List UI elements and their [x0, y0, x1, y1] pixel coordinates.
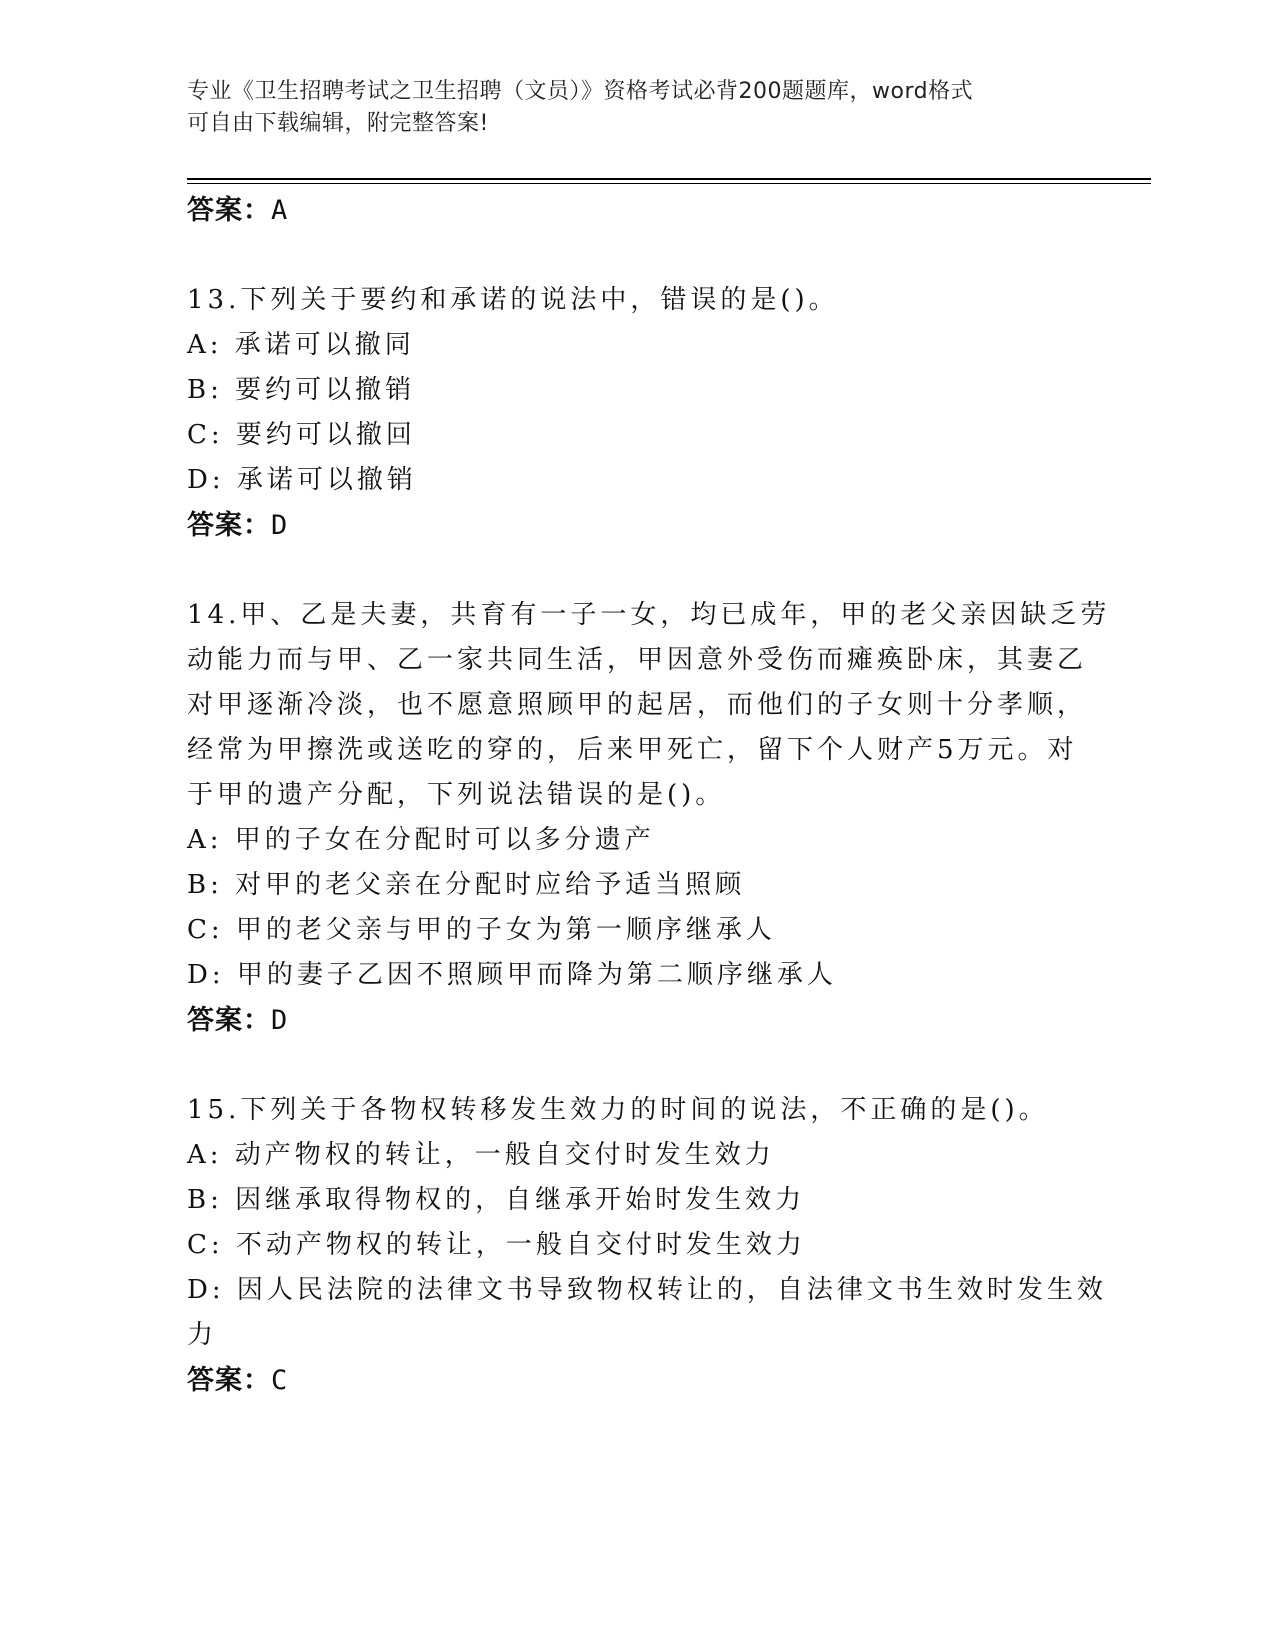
question-14 — [187, 593, 1111, 1043]
document-body — [187, 188, 1111, 1403]
option-a: A: 承诺可以撤同 — [187, 330, 415, 360]
question-13 — [187, 278, 1077, 548]
option-d-line-1: D: 因人民法院的法律文书导致物权转让的，自法律文书生效时发生效 — [187, 1275, 1107, 1305]
header-line-2: 可自由下载编辑，附完整答案! — [187, 111, 489, 136]
document-header — [187, 76, 1087, 140]
header-line-1: 专业《卫生招聘考试之卫生招聘（文员）》资格考试必背200题题库，word格式 — [187, 79, 974, 104]
answer-label: 答案： — [187, 510, 271, 541]
option-b: B: 要约可以撤销 — [187, 375, 416, 405]
answer-line — [187, 1358, 1077, 1403]
option-c: C: 要约可以撤回 — [187, 420, 416, 450]
option-b: B: 因继承取得物权的，自继承开始时发生效力 — [187, 1185, 806, 1215]
option-c: C: 不动产物权的转让，一般自交付时发生效力 — [187, 1230, 806, 1260]
option-d-line-2: 力 — [187, 1320, 218, 1350]
header-divider-thin — [187, 183, 1151, 184]
answer-label: 答案： — [187, 1005, 271, 1036]
question-text-line-2: 动能力而与甲、乙一家共同生活，甲因意外受伤而瘫痪卧床，其妻乙 — [187, 645, 1088, 675]
question-text: 15.下列关于各物权转移发生效力的时间的说法，不正确的是()。 — [187, 1095, 1049, 1125]
question-text-line-4: 经常为甲擦洗或送吃的穿的，后来甲死亡，留下个人财产5万元。对 — [187, 735, 1078, 765]
answer-value: C — [271, 1365, 289, 1396]
answer-line — [187, 998, 1077, 1043]
header-divider-thick — [187, 178, 1151, 180]
question-text-line-1: 14.甲、乙是夫妻，共育有一子一女，均已成年，甲的老父亲因缺乏劳 — [187, 600, 1111, 630]
answer-label: 答案： — [187, 195, 271, 226]
option-a: A: 甲的子女在分配时可以多分遗产 — [187, 825, 655, 855]
answer-value: D — [271, 510, 289, 541]
option-d: D: 甲的妻子乙因不照顾甲而降为第二顺序继承人 — [187, 960, 837, 990]
answer-line — [187, 503, 1077, 548]
option-c: C: 甲的老父亲与甲的子女为第一顺序继承人 — [187, 915, 776, 945]
question-text-line-3: 对甲逐渐冷淡，也不愿意照顾甲的起居，而他们的子女则十分孝顺， — [187, 690, 1088, 720]
option-a: A: 动产物权的转让，一般自交付时发生效力 — [187, 1140, 775, 1170]
question-text-line-5: 于甲的遗产分配，下列说法错误的是()。 — [187, 780, 726, 810]
option-b: B: 对甲的老父亲在分配时应给予适当照顾 — [187, 870, 746, 900]
answer-label: 答案： — [187, 1365, 271, 1396]
answer-line-previous — [187, 188, 1077, 233]
option-d: D: 承诺可以撤销 — [187, 465, 417, 495]
question-text: 13.下列关于要约和承诺的说法中，错误的是()。 — [187, 285, 839, 315]
answer-value: A — [271, 195, 289, 226]
question-15 — [187, 1088, 1107, 1403]
answer-value: D — [271, 1005, 289, 1036]
